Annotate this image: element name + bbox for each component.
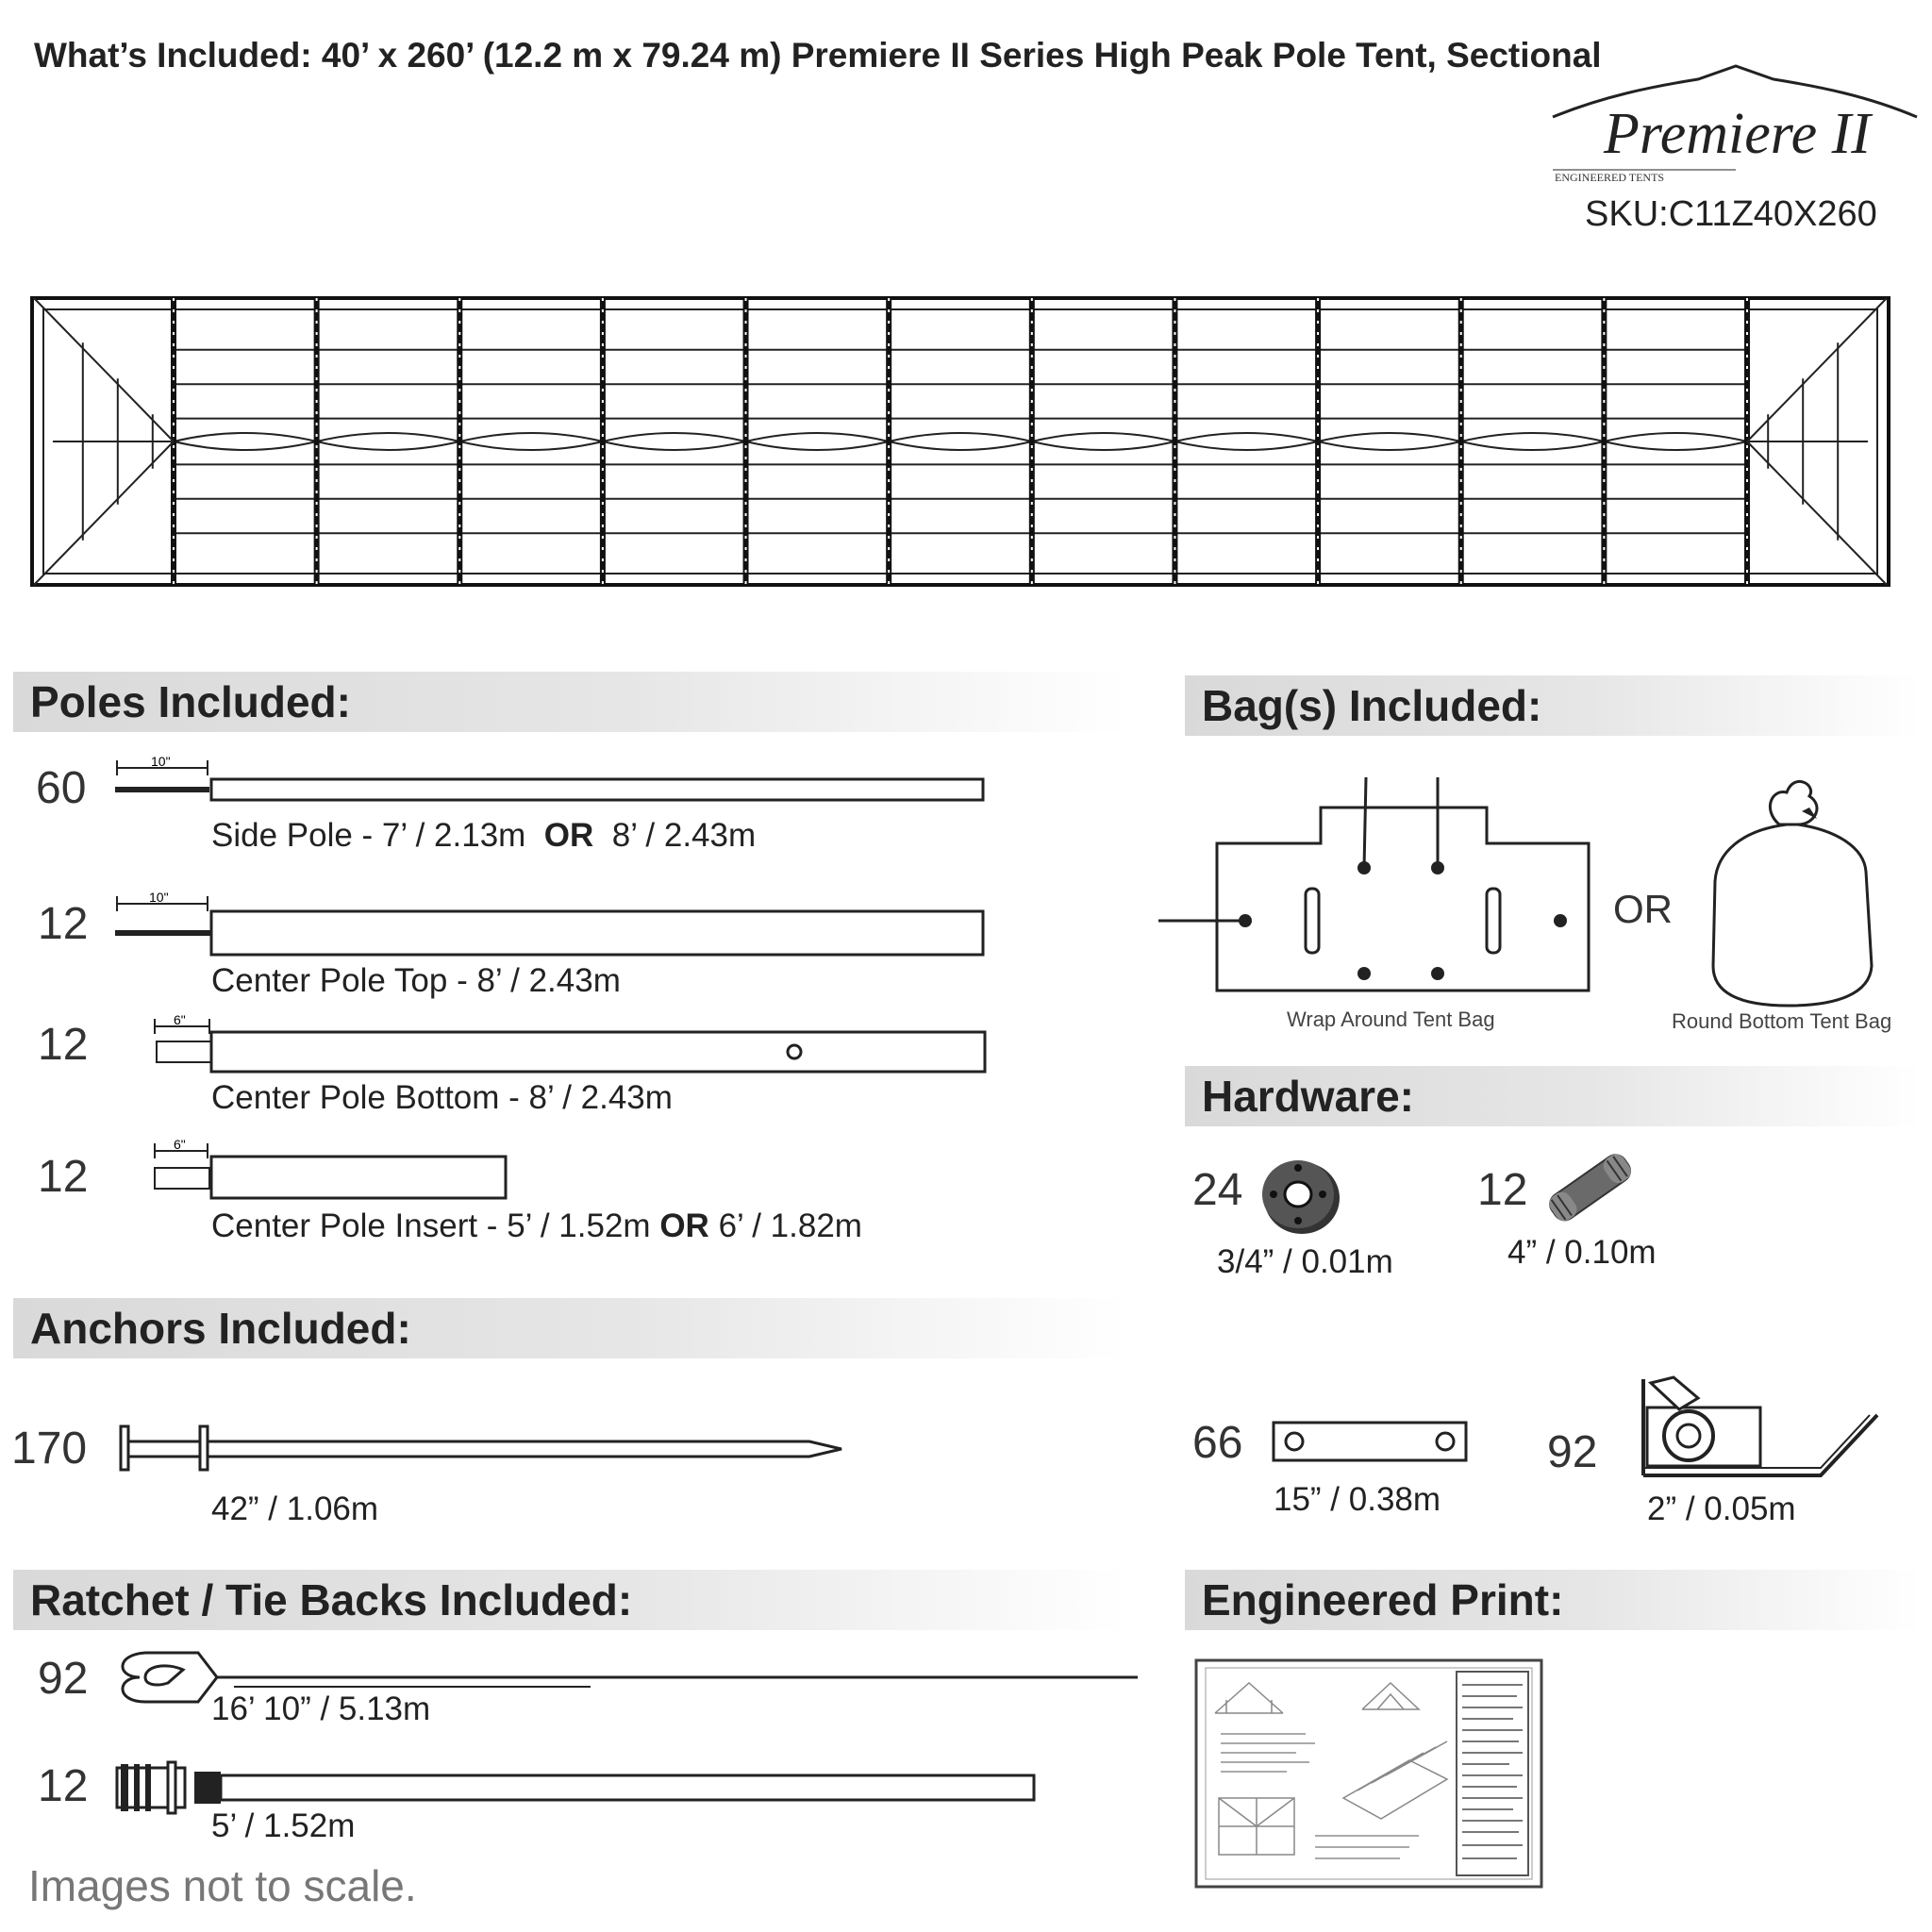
hardware-qty: 92 xyxy=(1547,1427,1598,1477)
ratchet-strap-label: 5’ / 1.52m xyxy=(211,1807,356,1844)
tent-top-view-diagram xyxy=(30,296,1890,587)
pole-qty: 60 xyxy=(36,763,87,813)
pole-dim-label: 10" xyxy=(149,890,169,905)
ratchet-qty: 12 xyxy=(38,1761,89,1811)
pole-qty: 12 xyxy=(38,899,89,949)
flange-illustration xyxy=(1260,1157,1345,1236)
page-title: What’s Included: 40’ x 260’ (12.2 m x 79.24 m) Premiere II Series High Peak Pole Tent, Sectional xyxy=(34,36,1602,75)
strap-plate-label: 15” / 0.38m xyxy=(1274,1481,1441,1518)
wrap-around-bag-label: Wrap Around Tent Bag xyxy=(1287,1008,1495,1031)
hook-tieback-label: 16’ 10” / 5.13m xyxy=(211,1690,431,1727)
pipe-nipple-label: 4” / 0.10m xyxy=(1507,1234,1657,1271)
anchors-section-heading: Anchors Included: xyxy=(13,1298,1126,1358)
tieback-qty: 92 xyxy=(38,1654,89,1704)
center-pole-top-illustration xyxy=(113,891,991,957)
tent-outline xyxy=(32,298,1889,585)
center-pole-top-label: Center Pole Top - 8’ / 2.43m xyxy=(211,962,621,999)
bags-section-heading: Bag(s) Included: xyxy=(1185,675,1921,736)
not-to-scale-note: Images not to scale. xyxy=(28,1861,417,1910)
anchor-qty: 170 xyxy=(11,1424,88,1474)
sku-label: SKU:C11Z40X260 xyxy=(1585,194,1877,234)
ratchet-bracket-label: 2” / 0.05m xyxy=(1647,1491,1796,1527)
pole-dim-label: 6" xyxy=(174,1137,186,1152)
side-pole-label: Side Pole - 7’ / 2.13m OR 8’ / 2.43m xyxy=(211,817,757,854)
center-pole-insert-label: Center Pole Insert - 5’ / 1.52m OR 6’ / 1.82m xyxy=(211,1208,862,1244)
pole-dim-label: 10" xyxy=(151,754,171,769)
hardware-qty: 24 xyxy=(1192,1165,1243,1215)
logo-text: Premiere II xyxy=(1604,102,1871,166)
wrap-around-tent-bag-illustration xyxy=(1155,777,1598,1004)
center-pole-bottom-label: Center Pole Bottom - 8’ / 2.43m xyxy=(211,1079,673,1116)
hardware-qty: 12 xyxy=(1477,1165,1528,1215)
side-pole-illustration xyxy=(113,755,991,811)
premiere-logo xyxy=(1547,58,1924,191)
hardware-section-heading: Hardware: xyxy=(1185,1066,1921,1126)
engineered-print-section-heading: Engineered Print: xyxy=(1185,1570,1921,1630)
strap-plate-illustration xyxy=(1270,1417,1470,1470)
ratchets-section-heading: Ratchet / Tie Backs Included: xyxy=(13,1570,1126,1630)
anchor-label: 42” / 1.06m xyxy=(211,1491,379,1527)
poles-section-heading: Poles Included: xyxy=(13,672,1126,732)
pole-qty: 12 xyxy=(38,1152,89,1202)
bag-or-text: OR xyxy=(1613,887,1673,931)
anchor-stake-illustration xyxy=(117,1423,853,1475)
round-bottom-tent-bag-illustration xyxy=(1704,768,1883,1013)
engineered-print-thumbnail xyxy=(1192,1657,1545,1890)
pipe-nipple-illustration xyxy=(1538,1149,1641,1224)
logo-subtext: ENGINEERED TENTS xyxy=(1555,171,1665,184)
center-pole-insert-illustration xyxy=(149,1137,526,1206)
round-bottom-bag-label: Round Bottom Tent Bag xyxy=(1672,1009,1892,1033)
ratchet-bracket-illustration xyxy=(1632,1374,1887,1479)
pole-dim-label: 6" xyxy=(174,1012,186,1027)
flange-label: 3/4” / 0.01m xyxy=(1217,1243,1393,1280)
center-pole-bottom-illustration xyxy=(151,1012,1000,1081)
pole-qty: 12 xyxy=(38,1020,89,1070)
hardware-qty: 66 xyxy=(1192,1418,1243,1468)
